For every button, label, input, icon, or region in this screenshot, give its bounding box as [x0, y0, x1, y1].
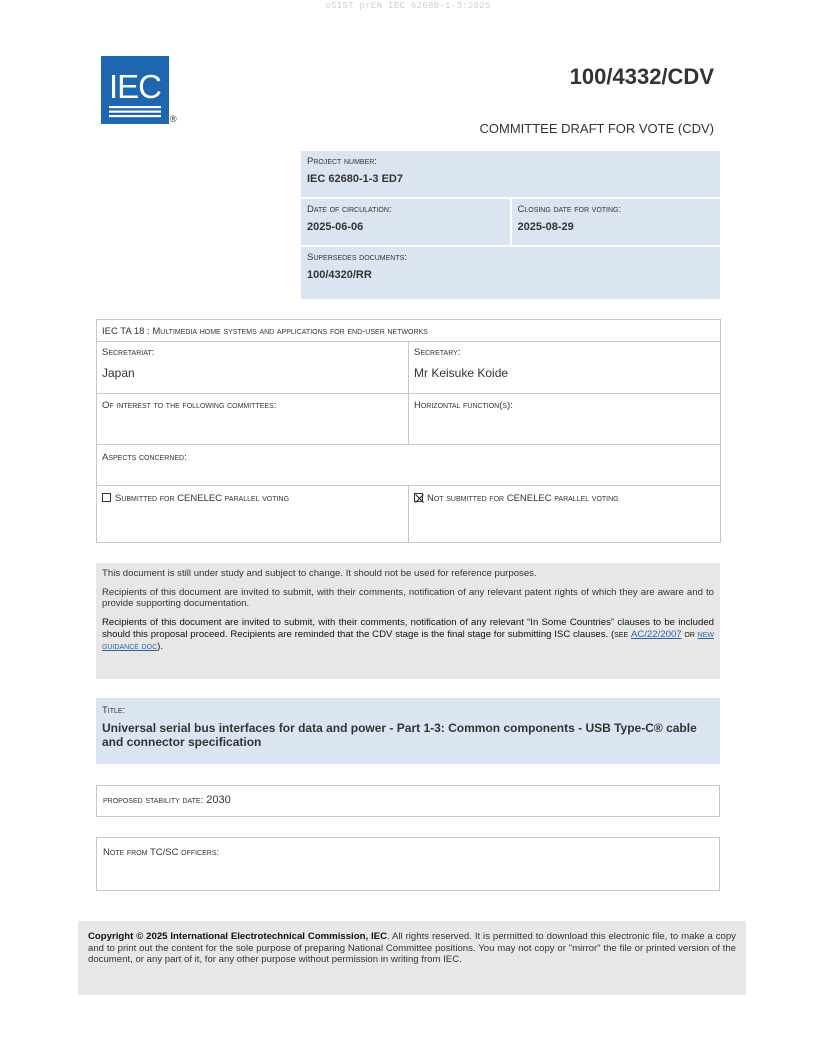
secretariat-cell [97, 342, 409, 394]
cenelec-submitted-cell [97, 486, 409, 543]
submitted-text-2: parallel voting [222, 493, 290, 504]
notice-box [96, 563, 720, 679]
closing-date: 2025-08-29 [517, 221, 574, 233]
checked-box-icon[interactable] [414, 493, 423, 502]
title-label: Title: [102, 705, 126, 716]
copyright-bold: Copyright © 2025 International Electrotechnical Commission, IEC [88, 931, 387, 942]
note-label: Note from TC/SC officers: [103, 847, 220, 858]
committee-name: Multimedia home systems and applications for end-user networks [152, 325, 428, 337]
copyright-box [78, 921, 746, 995]
secretary-cell [409, 342, 721, 394]
interest-cell [97, 394, 409, 445]
notice-paragraph-2: Recipients of this document are invited to submit, with their comments, notification of any relevant patent rights of which they are aware and to provide supporting documentation. [102, 586, 714, 610]
closing-cell [512, 199, 721, 247]
notice-paragraph-1: This document is still under study and subject to change. It should not be used for reference purposes. [102, 568, 537, 579]
not-submitted-text-1: Not submitted for [427, 493, 507, 504]
submitted-text-1: Submitted for [115, 493, 178, 504]
supersedes-cell [301, 247, 720, 299]
committee-row [97, 320, 721, 342]
watermark: oSIST prEN IEC 62680-1-3:2025 [325, 1, 491, 11]
iec-logo [101, 56, 169, 124]
logo-text: IEC [108, 68, 162, 105]
circulation-date: 2025-06-06 [307, 221, 364, 233]
horizontal-cell [409, 394, 721, 445]
project-number: IEC 62680-1-3 ED7 [307, 173, 403, 185]
supersedes-value: 100/4320/RR [307, 269, 372, 281]
horizontal-label: Horizontal function(s): [414, 400, 513, 411]
document-type: COMMITTEE DRAFT FOR VOTE (CDV) [479, 121, 714, 136]
not-submitted-text-2: parallel voting [551, 493, 619, 504]
aspects-label: Aspects concerned: [102, 452, 187, 463]
notice-see: see [614, 628, 629, 640]
copyright-text: . All rights reserved. It is permitted to download this electronic file, to make a copy and to print out the content for the sole purpose of preparing National Committee positions. You may not copy or "mirror" the file or printed version of the document, or any part of it, for any other purpose without permission in writing from IEC. [88, 931, 736, 966]
submitted-brand: CENELEC [177, 493, 223, 504]
secretariat-value: Japan [102, 366, 135, 380]
closing-label: Closing date for voting: [517, 204, 622, 215]
notice-p3-text: Recipients of this document are invited to submit, with their comments, notification of any relevant “In Some Countries” clauses to be included should this proposal proceed. Recipients are reminded that the CDV stage is the final stage for submitting ISC clauses. ( [102, 617, 714, 640]
document-title: Universal serial bus interfaces for data and power - Part 1-3: Common components - USB Type-C® cable and connector specification [102, 721, 697, 750]
note-box [96, 837, 720, 891]
secretary-label: Secretary: [414, 347, 461, 358]
link-new-guidance-doc[interactable]: new guidance doc [102, 628, 714, 652]
not-submitted-brand: CENELEC [506, 493, 552, 504]
committee-table [96, 319, 721, 543]
circulation-cell [301, 199, 512, 247]
stability-value: 2030 [206, 794, 231, 806]
aspects-cell [97, 445, 721, 486]
secretary-value: Mr Keisuke Koide [414, 366, 509, 380]
registered-mark: ® [170, 114, 177, 124]
stability-box [96, 785, 720, 817]
cenelec-not-submitted-cell [409, 486, 721, 543]
supersedes-label: Supersedes documents: [307, 252, 407, 263]
notice-close: ). [157, 640, 164, 652]
project-info [301, 151, 720, 299]
stability-label: proposed stability date: [103, 795, 204, 806]
link-ac-22-2007[interactable]: AC/22/2007 [630, 628, 682, 640]
title-block [96, 698, 720, 764]
project-number-cell [301, 151, 720, 199]
unchecked-box-icon[interactable] [102, 493, 111, 502]
document-number: 100/4332/CDV [569, 64, 714, 89]
notice-or: or [684, 628, 695, 640]
project-number-label: Project number: [307, 156, 377, 167]
secretariat-label: Secretariat: [102, 347, 155, 358]
interest-label: Of interest to the following committees: [102, 400, 277, 411]
notice-paragraph-3 [102, 617, 714, 652]
committee-prefix: IEC TA 18 : [102, 325, 153, 337]
circulation-label: Date of circulation: [307, 204, 392, 215]
